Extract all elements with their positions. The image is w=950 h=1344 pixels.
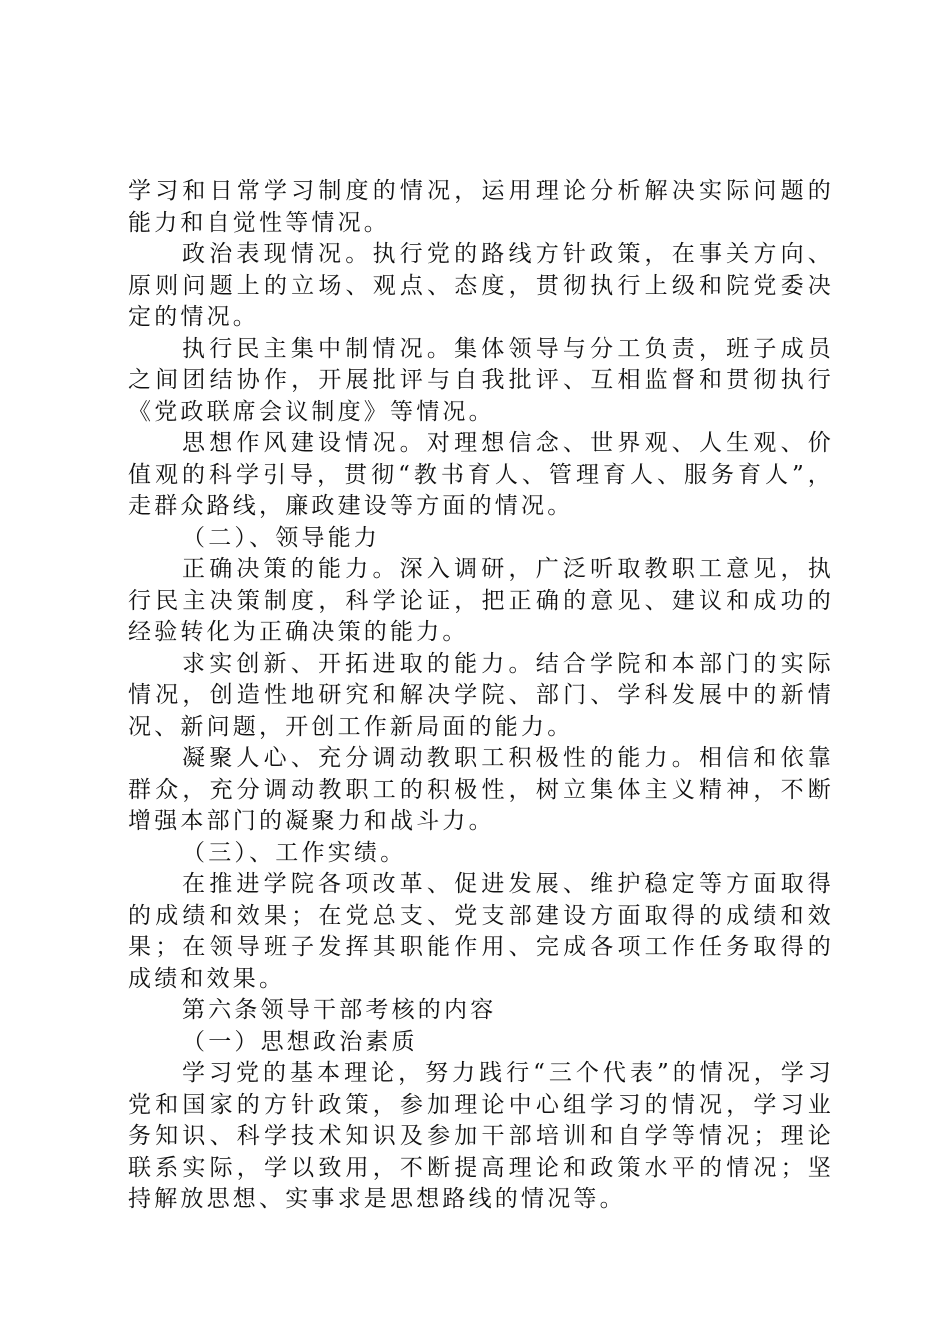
paragraph-achievements: 在推进学院各项改革、促进发展、维护稳定等方面取得的成绩和效果；在党总支、党支部建设方面取得的成绩和效果；在领导班子发挥其职能作用、完成各项工作任务取得的成绩和效果。: [128, 871, 834, 992]
paragraph-political-performance: 政治表现情况。执行党的路线方针政策，在事关方向、原则问题上的立场、观点、态度，贯彻执行上级和院党委决定的情况。: [128, 241, 834, 330]
paragraph-innovation: 求实创新、开拓进取的能力。结合学院和本部门的实际情况，创造性地研究和解决学院、部门、学科发展中的新情况、新问题，开创工作新局面的能力。: [128, 650, 834, 740]
article-heading-article-six: 第六条领导干部考核的内容: [182, 997, 497, 1023]
section-heading-political-quality: （一）思想政治素质: [182, 1028, 418, 1055]
paragraph-democratic-centralism: 执行民主集中制情况。集体领导与分工负责，班子成员之间团结协作，开展批评与自我批评、互相监督和贯彻执行《党政联席会议制度》等情况。: [128, 335, 834, 425]
section-heading-leadership-ability: （二）、领导能力: [182, 524, 381, 551]
paragraph-cohesion: 凝聚人心、充分调动教职工积极性的能力。相信和依靠群众，充分调动教职工的积极性，树立集体主义精神，不断增强本部门的凝聚力和战斗力。: [128, 745, 834, 834]
paragraph-continuation: 学习和日常学习制度的情况，运用理论分析解决实际问题的能力和自觉性等情况。: [128, 178, 834, 236]
section-heading-work-achievements: （三）、工作实绩。: [182, 839, 407, 866]
paragraph-decision-making: 正确决策的能力。深入调研，广泛听取教职工意见，执行民主决策制度，科学论证，把正确的意见、建议和成功的经验转化为正确决策的能力。: [128, 556, 834, 645]
paragraph-ideological-style: 思想作风建设情况。对理想信念、世界观、人生观、价值观的科学引导，贯彻“教书育人、管理育人、服务育人”，走群众路线，廉政建设等方面的情况。: [128, 430, 834, 519]
document-body: [128, 176, 834, 1216]
paragraph-theory-study: 学习党的基本理论，努力践行“三个代表”的情况，学习党和国家的方针政策，参加理论中心组学习的情况，学习业务知识、科学技术知识及参加干部培训和自学等情况；理论联系实际，学以致用，不断提高理论和政策水平的情况；坚持解放思想、实事求是思想路线的情况等。: [128, 1060, 834, 1212]
